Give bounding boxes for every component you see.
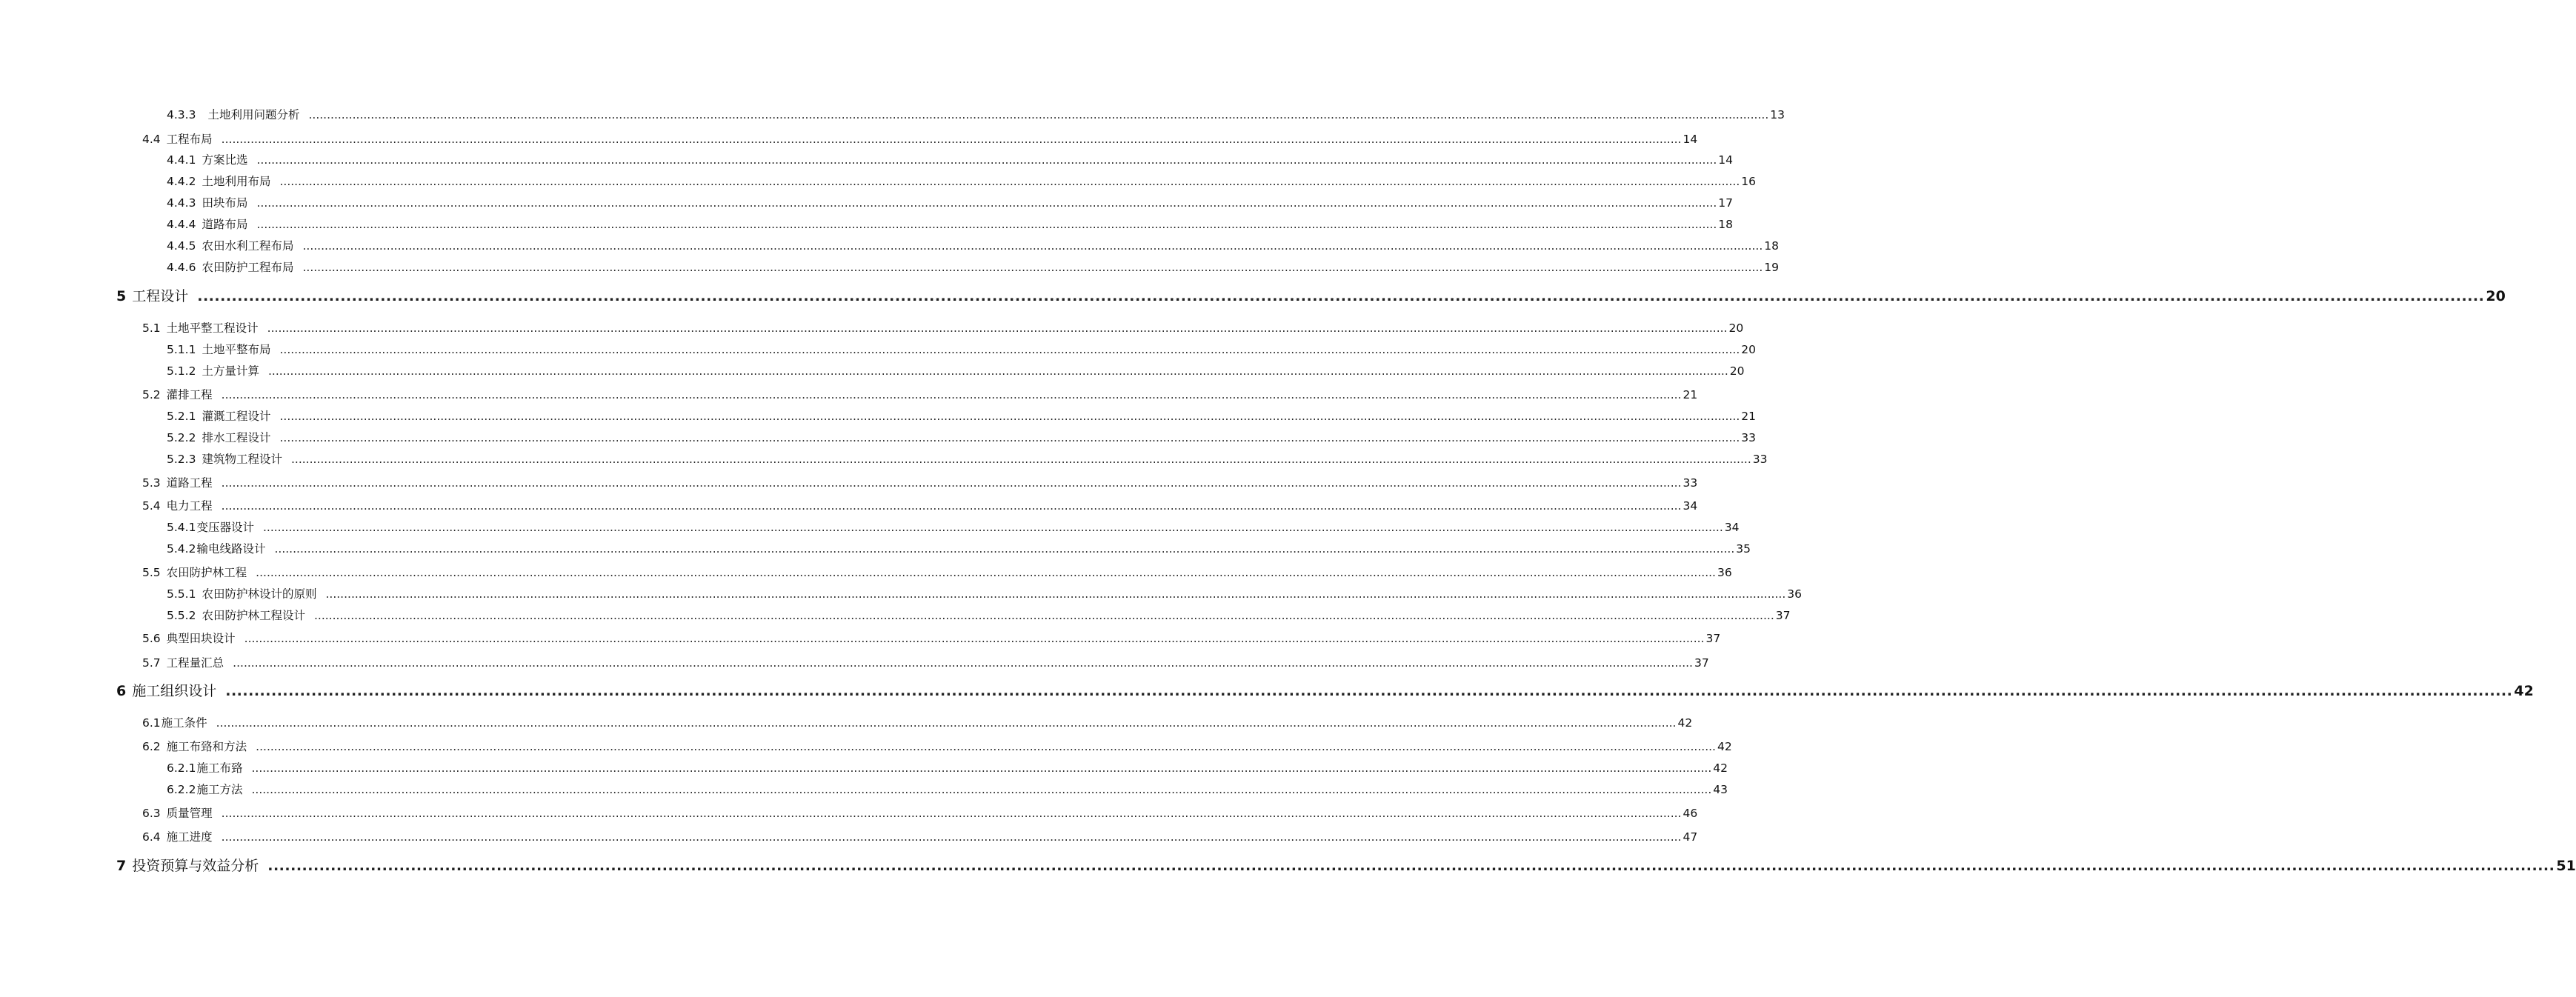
toc-page-number: 14 — [1718, 153, 1734, 167]
toc-entry-number: 5.2.2 — [167, 431, 196, 444]
toc-entry-number: 5.6 — [142, 632, 161, 645]
toc-entry-number: 5.1 — [142, 321, 161, 335]
toc-page-number: 20 — [2486, 288, 2506, 304]
toc-leader-dots: ................................................................................................................................................................................................................................................................................................................................................................................................................ — [221, 830, 1682, 844]
toc-entry[interactable] — [142, 804, 1698, 821]
toc-leader-dots: ................................................................................................................................................................................................................................................................................................................................................................................................................ — [279, 431, 1740, 444]
toc-entry[interactable] — [167, 151, 1734, 167]
toc-page-number: 37 — [1775, 609, 1791, 622]
toc-entry-title: 输电线路设计 — [196, 542, 266, 556]
toc-page-number: 36 — [1717, 566, 1732, 579]
toc-entry[interactable] — [142, 630, 1721, 646]
toc-entry-number: 4.4.6 — [167, 261, 196, 274]
toc-entry-number: 5.5.2 — [167, 609, 196, 622]
toc-entry[interactable] — [167, 607, 1791, 623]
toc-entry-number: 5.4.1 — [167, 521, 196, 534]
toc-leader-dots: ................................................................................................................................................................................................................................................................................................................................................................................................................ — [256, 153, 1717, 167]
toc-entry-number: 5.4.2 — [167, 542, 196, 556]
toc-entry-title: 道路工程 — [166, 476, 213, 490]
toc-entry[interactable] — [142, 130, 1698, 147]
toc-entry[interactable] — [167, 194, 1734, 210]
toc-entry-title: 灌溉工程设计 — [202, 410, 271, 423]
toc-entry-title: 灌排工程 — [166, 388, 213, 401]
toc-entry-title: 施工条件 — [161, 716, 207, 730]
toc-entry-number: 5.5 — [142, 566, 161, 579]
toc-entry[interactable] — [116, 285, 2506, 305]
toc-leader-dots: ................................................................................................................................................................................................................................................................................................................................................................................................................ — [221, 388, 1682, 401]
toc-leader-dots: ................................................................................................................................................................................................................................................................................................................................................................................................................ — [244, 632, 1705, 645]
toc-entry-number: 5 — [116, 288, 127, 304]
toc-leader-dots: ................................................................................................................................................................................................................................................................................................................................................................................................................ — [325, 587, 1786, 601]
toc-entry[interactable] — [167, 759, 1728, 776]
toc-page-number: 16 — [1741, 175, 1757, 188]
toc-entry-title: 质量管理 — [166, 807, 213, 820]
toc-leader-dots: ................................................................................................................................................................................................................................................................................................................................................................................................................ — [221, 807, 1682, 820]
toc-entry-title: 农田防护林工程 — [166, 566, 247, 579]
toc-entry-number: 6.1 — [142, 716, 161, 730]
toc-entry[interactable] — [167, 362, 1745, 379]
toc-entry-number: 4.4.4 — [167, 218, 196, 231]
toc-entry[interactable] — [167, 173, 1757, 189]
toc-entry[interactable] — [142, 474, 1698, 490]
toc-entry-number: 4.4.1 — [167, 153, 196, 167]
toc-entry[interactable] — [142, 654, 1709, 670]
toc-page-number: 34 — [1683, 499, 1698, 513]
toc-page-number: 18 — [1718, 218, 1734, 231]
toc-entry-number: 6.3 — [142, 807, 161, 820]
toc-entry-title: 方案比选 — [202, 153, 248, 167]
toc-entry-number: 4.4.5 — [167, 239, 196, 253]
toc-leader-dots: ................................................................................................................................................................................................................................................................................................................................................................................................................ — [256, 740, 1716, 753]
toc-entry-title: 投资预算与效益分析 — [132, 858, 259, 874]
toc-leader-dots: ................................................................................................................................................................................................................................................................................................................................................................................................................ — [216, 716, 1677, 730]
toc-page-number: 33 — [1752, 453, 1768, 466]
toc-entry[interactable] — [167, 237, 1780, 253]
toc-entry[interactable] — [167, 450, 1768, 467]
toc-page-number: 21 — [1683, 388, 1698, 401]
toc-entry-number: 6 — [116, 683, 127, 699]
toc-entry-title: 施工方法 — [196, 783, 243, 796]
toc-entry-title: 建筑物工程设计 — [202, 453, 282, 466]
toc-entry[interactable] — [142, 319, 1744, 336]
toc-entry-number: 5.5.1 — [167, 587, 196, 601]
toc-leader-dots: ................................................................................................................................................................................................................................................................................................................................................................................................................ — [308, 108, 1769, 121]
toc-leader-dots: ................................................................................................................................................................................................................................................................................................................................................................................................................ — [313, 609, 1774, 622]
toc-entry-title: 工程量汇总 — [166, 656, 224, 670]
toc-page-number: 37 — [1694, 656, 1709, 670]
toc-page-number: 14 — [1683, 133, 1698, 146]
toc-leader-dots: ................................................................................................................................................................................................................................................................................................................................................................................................................ — [221, 476, 1682, 490]
toc-entry[interactable] — [167, 585, 1803, 601]
toc-leader-dots: ................................................................................................................................................................................................................................................................................................................................................................................................................ — [233, 656, 1693, 670]
toc-page-number: 34 — [1724, 521, 1740, 534]
toc-page-number: 20 — [1728, 321, 1744, 335]
toc-leader-dots: ................................................................................................................................................................................................................................................................................................................................................................................................................ — [267, 858, 2555, 874]
toc-page-number: 46 — [1683, 807, 1698, 820]
toc-entry-title: 土地利用问题分析 — [207, 108, 300, 121]
toc-entry[interactable] — [142, 497, 1698, 513]
toc-entry-title: 田块布局 — [202, 196, 248, 210]
toc-entry-title: 排水工程设计 — [202, 431, 271, 444]
toc-entry-number: 6.2 — [142, 740, 161, 753]
toc-leader-dots: ................................................................................................................................................................................................................................................................................................................................................................................................................ — [267, 364, 1728, 378]
toc-entry[interactable] — [167, 341, 1757, 357]
toc-entry-number: 5.2.3 — [167, 453, 196, 466]
toc-leader-dots: ................................................................................................................................................................................................................................................................................................................................................................................................................ — [302, 261, 1763, 274]
toc-entry-number: 6.2.1 — [167, 761, 196, 775]
toc-entry-number: 6.2.2 — [167, 783, 196, 796]
toc-entry[interactable] — [167, 106, 1785, 122]
toc-entry-number: 5.2.1 — [167, 410, 196, 423]
toc-leader-dots: ................................................................................................................................................................................................................................................................................................................................................................................................................ — [279, 343, 1740, 356]
toc-entry-number: 4.3.3 — [167, 108, 196, 121]
toc-entry-title: 典型田块设计 — [166, 632, 236, 645]
toc-entry[interactable] — [142, 386, 1698, 402]
toc-entry[interactable] — [167, 518, 1740, 535]
toc-entry-number: 4.4.3 — [167, 196, 196, 210]
toc-entry-title: 道路布局 — [202, 218, 248, 231]
toc-page-number: 43 — [1713, 783, 1728, 796]
toc-entry-title: 工程设计 — [132, 288, 189, 304]
toc-entry[interactable] — [142, 714, 1693, 730]
toc-page-number: 33 — [1683, 476, 1698, 490]
toc-entry-number: 7 — [116, 858, 127, 874]
toc-leader-dots: ................................................................................................................................................................................................................................................................................................................................................................................................................ — [197, 288, 2485, 304]
toc-entry-number: 6.4 — [142, 830, 161, 844]
toc-page-number: 21 — [1741, 410, 1757, 423]
toc-entry-number: 5.2 — [142, 388, 161, 401]
toc-entry-title: 农田水利工程布局 — [202, 239, 294, 253]
toc-entry-title: 施工组织设计 — [132, 683, 217, 699]
toc-page-number: 42 — [1677, 716, 1693, 730]
toc-page-number: 42 — [1717, 740, 1732, 753]
toc-page-number: 17 — [1718, 196, 1734, 210]
toc-entry[interactable] — [142, 828, 1698, 844]
toc-page-number: 33 — [1741, 431, 1757, 444]
toc-entry-title: 农田防护林工程设计 — [202, 609, 305, 622]
toc-entry[interactable] — [142, 564, 1732, 580]
toc-entry[interactable] — [116, 855, 2576, 875]
toc-leader-dots: ................................................................................................................................................................................................................................................................................................................................................................................................................ — [279, 175, 1740, 188]
toc-leader-dots: ................................................................................................................................................................................................................................................................................................................................................................................................................ — [256, 196, 1717, 210]
toc-entry-title: 施工布臵 — [196, 761, 243, 775]
toc-leader-dots: ................................................................................................................................................................................................................................................................................................................................................................................................................ — [267, 321, 1728, 335]
toc-leader-dots: ................................................................................................................................................................................................................................................................................................................................................................................................................ — [256, 218, 1717, 231]
toc-leader-dots: ................................................................................................................................................................................................................................................................................................................................................................................................................ — [225, 683, 2513, 699]
toc-page-number: 35 — [1736, 542, 1751, 556]
toc-entry[interactable] — [167, 259, 1780, 275]
toc-page-number: 19 — [1764, 261, 1780, 274]
toc-entry[interactable] — [167, 216, 1734, 232]
toc-page-number: 13 — [1770, 108, 1785, 121]
toc-entry-title: 电力工程 — [166, 499, 213, 513]
toc-entry-number: 4.4 — [142, 133, 161, 146]
toc-entry-title: 施工布臵和方法 — [166, 740, 247, 753]
toc-entry-title: 土方量计算 — [202, 364, 259, 378]
toc-entry[interactable] — [142, 738, 1732, 754]
toc-leader-dots: ................................................................................................................................................................................................................................................................................................................................................................................................................ — [251, 783, 1712, 796]
toc-entry[interactable] — [167, 781, 1728, 797]
toc-entry[interactable] — [167, 429, 1757, 445]
toc-leader-dots: ................................................................................................................................................................................................................................................................................................................................................................................................................ — [251, 761, 1712, 775]
toc-entry-title: 工程布局 — [166, 133, 213, 146]
toc-leader-dots: ................................................................................................................................................................................................................................................................................................................................................................................................................ — [279, 410, 1740, 423]
toc-entry-title: 施工进度 — [166, 830, 213, 844]
toc-entry[interactable] — [167, 407, 1757, 424]
toc-entry-number: 5.7 — [142, 656, 161, 670]
toc-leader-dots: ................................................................................................................................................................................................................................................................................................................................................................................................................ — [274, 542, 1735, 556]
toc-page-number: 18 — [1764, 239, 1780, 253]
toc-entry-title: 土地平整工程设计 — [166, 321, 259, 335]
toc-leader-dots: ................................................................................................................................................................................................................................................................................................................................................................................................................ — [290, 453, 1751, 466]
toc-leader-dots: ................................................................................................................................................................................................................................................................................................................................................................................................................ — [221, 499, 1682, 513]
toc-entry-number: 5.1.2 — [167, 364, 196, 378]
toc-page-number: 51 — [2556, 858, 2576, 874]
toc-page-number: 37 — [1705, 632, 1721, 645]
toc-entry-title: 农田防护林设计的原则 — [202, 587, 317, 601]
toc-entry-title: 变压器设计 — [196, 521, 254, 534]
toc-leader-dots: ................................................................................................................................................................................................................................................................................................................................................................................................................ — [221, 133, 1682, 146]
toc-entry-number: 5.4 — [142, 499, 161, 513]
toc-leader-dots: ................................................................................................................................................................................................................................................................................................................................................................................................................ — [262, 521, 1723, 534]
toc-entry-number: 5.3 — [142, 476, 161, 490]
toc-entry-number: 4.4.2 — [167, 175, 196, 188]
toc-entry-title: 土地利用布局 — [202, 175, 271, 188]
toc-page-number: 47 — [1683, 830, 1698, 844]
toc-page-number: 42 — [2514, 683, 2534, 699]
toc-entry[interactable] — [167, 540, 1751, 556]
toc-leader-dots: ................................................................................................................................................................................................................................................................................................................................................................................................................ — [302, 239, 1763, 253]
toc-leader-dots: ................................................................................................................................................................................................................................................................................................................................................................................................................ — [256, 566, 1716, 579]
toc-page-number: 42 — [1713, 761, 1728, 775]
toc-entry[interactable] — [116, 680, 2534, 700]
toc-page-number: 20 — [1729, 364, 1745, 378]
toc-entry-title: 土地平整布局 — [202, 343, 271, 356]
toc-entry-number: 5.1.1 — [167, 343, 196, 356]
toc-page-number: 36 — [1787, 587, 1803, 601]
toc-entry-title: 农田防护工程布局 — [202, 261, 294, 274]
toc-page-number: 20 — [1741, 343, 1757, 356]
